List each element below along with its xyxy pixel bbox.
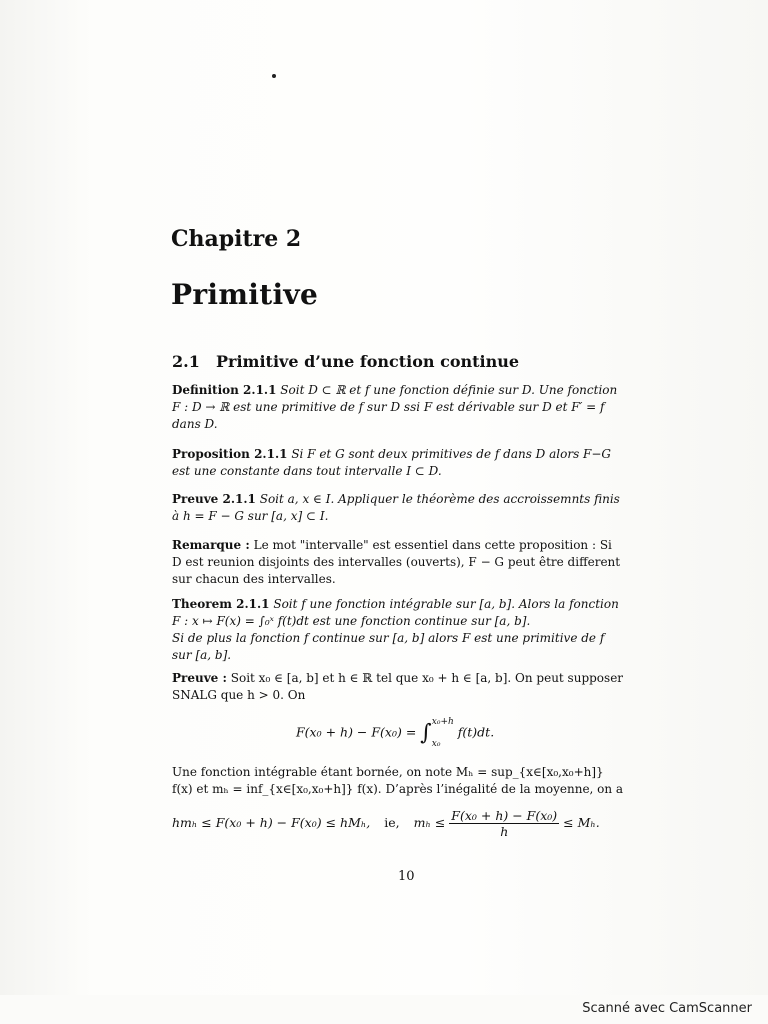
chapter-label: Chapitre 2 [171,226,302,252]
theorem-body-1: Soit f une fonction intégrable sur [a, b]. Alors la fonction F : x ↦ F(x) = ∫₀ˣ f(t)dt est une fonction continue sur [a, b]. [172,597,619,628]
eq2-ie: ie, [384,815,400,830]
scanner-watermark: Scanné avec CamScanner [582,1001,752,1016]
proof2-body: Soit x₀ ∈ [a, b] et h ∈ ℝ tel que x₀ + h ∈ [a, b]. On peut supposer SNALG que h > 0. On [172,671,624,702]
page-number: 10 [398,869,415,884]
remark-block [172,537,624,588]
proof1-block [172,491,624,525]
definition-block [172,382,624,433]
eq2-fraction [449,808,559,839]
eq2-right: ≤ Mₕ. [563,815,600,830]
section-heading [172,352,519,371]
eq2-numerator: F(x₀ + h) − F(x₀) [451,808,558,823]
eq1-lhs: F(x₀ + h) − F(x₀) = [296,724,417,740]
definition-head: Definition 2.1.1 [172,383,277,397]
proposition-block [172,446,624,480]
equation-integral [296,716,494,750]
eq1-upper: x₀+h [431,717,454,727]
proposition-body: Si F et G sont deux primitives de f dans D alors F−G est une constante dans tout intervalle I ⊂ D. [172,447,612,478]
definition-body: Soit D ⊂ ℝ et f une fonction définie sur D. Une fonction F : D → ℝ est une primitive de f sur D ssi F est dérivable sur D et F′ = f dans D. [172,383,618,431]
proof1-body: Soit a, x ∈ I. Appliquer le théorème des accroissemnts finis à h = F − G sur [a, x] ⊂ I. [172,492,620,523]
integral-sign: ∫ [420,720,432,746]
theorem-head: Theorem 2.1.1 [172,597,270,611]
bound-paragraph [172,764,624,798]
remark-head: Remarque : [172,538,250,552]
equation-inequality [172,808,600,839]
chapter-title: Primitive [171,278,319,311]
section-number: 2.1 [172,352,200,371]
eq2-mid: mₕ ≤ [413,815,446,830]
proposition-head: Proposition 2.1.1 [172,447,288,461]
bound-paragraph-text: Une fonction intégrable étant bornée, on note Mₕ = sup_{x∈[x₀,x₀+h]} f(x) et mₕ = inf_{x∈[x₀,x₀+h]} f(x). D’après l’inégalité de la moyenne, on a [172,765,624,796]
speck [272,74,276,78]
eq1-lower: x₀ [431,739,441,749]
proof2-head: Preuve : [172,671,227,685]
eq2-left: hmₕ ≤ F(x₀ + h) − F(x₀) ≤ hMₕ, [172,815,371,830]
eq2-denominator: h [500,824,509,839]
remark-body: Le mot "intervalle" est essentiel dans cette proposition : Si D est reunion disjoints des intervalles (ouverts), F − G peut être different sur chacun des intervalles. [172,538,621,586]
proof2-block [172,670,624,704]
eq1-rhs: f(t)dt. [457,724,495,740]
theorem-block [172,596,624,664]
section-title: Primitive d’une fonction continue [216,352,520,371]
proof1-head: Preuve 2.1.1 [172,492,256,506]
theorem-body-2: Si de plus la fonction f continue sur [a, b] alors F est une primitive de f sur [a, b]. [172,631,605,662]
